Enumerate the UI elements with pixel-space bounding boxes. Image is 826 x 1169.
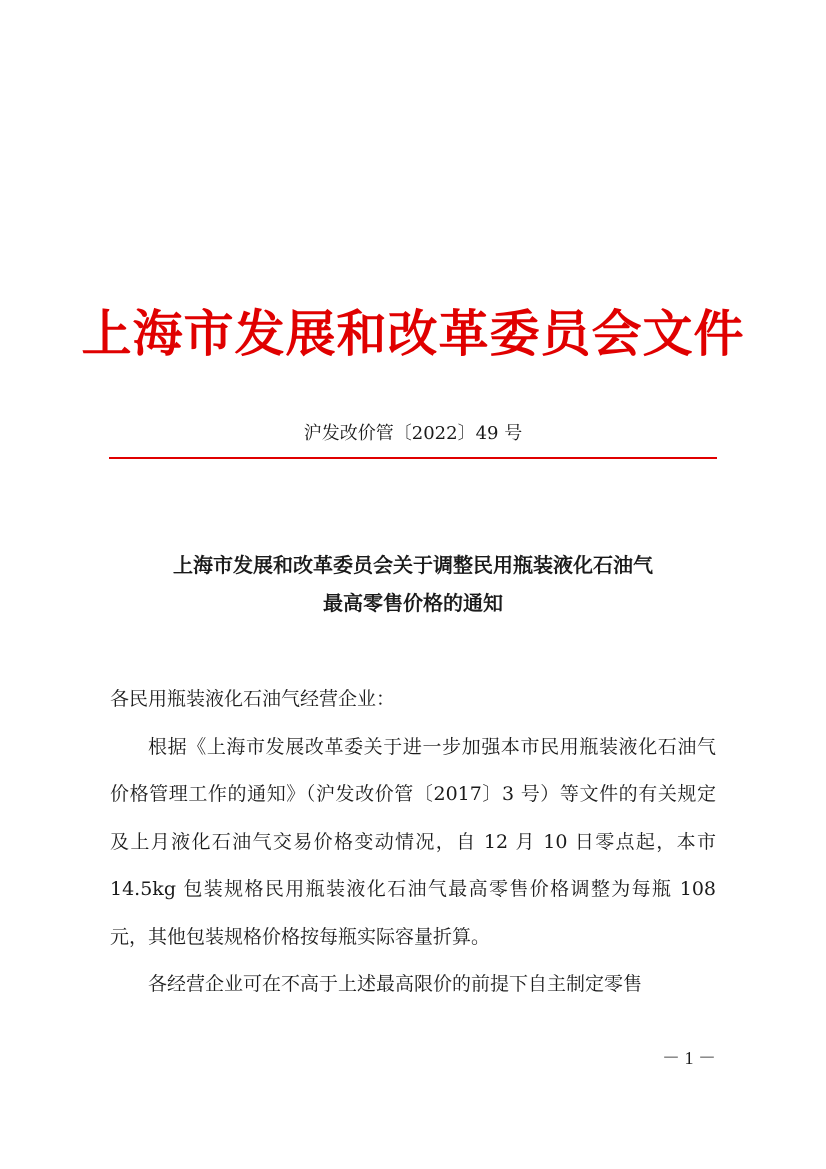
notice-title-line-1: 上海市发展和改革委员会关于调整民用瓶装液化石油气 (173, 553, 653, 577)
document-number: 沪发改价管〔2022〕49 号 (303, 423, 523, 444)
issuer-header-title: 上海市发展和改革委员会文件 (81, 304, 745, 363)
salutation: 各民用瓶装液化石油气经营企业： (110, 688, 396, 710)
page-number: － 1 － (662, 1048, 716, 1068)
notice-title (0, 546, 826, 622)
notice-title-line-2: 最高零售价格的通知 (323, 591, 503, 615)
notice-body (110, 676, 716, 1009)
red-separator-line (109, 457, 717, 459)
body-paragraph-1: 根据《上海市发展改革委关于进一步加强本市民用瓶装液化石油气价格管理工作的通知》（沪发改价管〔2017〕3 号）等文件的有关规定及上月液化石油气交易价格变动情况，自 12 月 10 日零点起，本市 14.5kg 包装规格民用瓶装液化石油气最高零售价格调整为每瓶 108 元，其他包装规格价格按每瓶实际容量折算。 (110, 735, 716, 948)
body-paragraph-2: 各经营企业可在不高于上述最高限价的前提下自主制定零售 (148, 973, 643, 995)
